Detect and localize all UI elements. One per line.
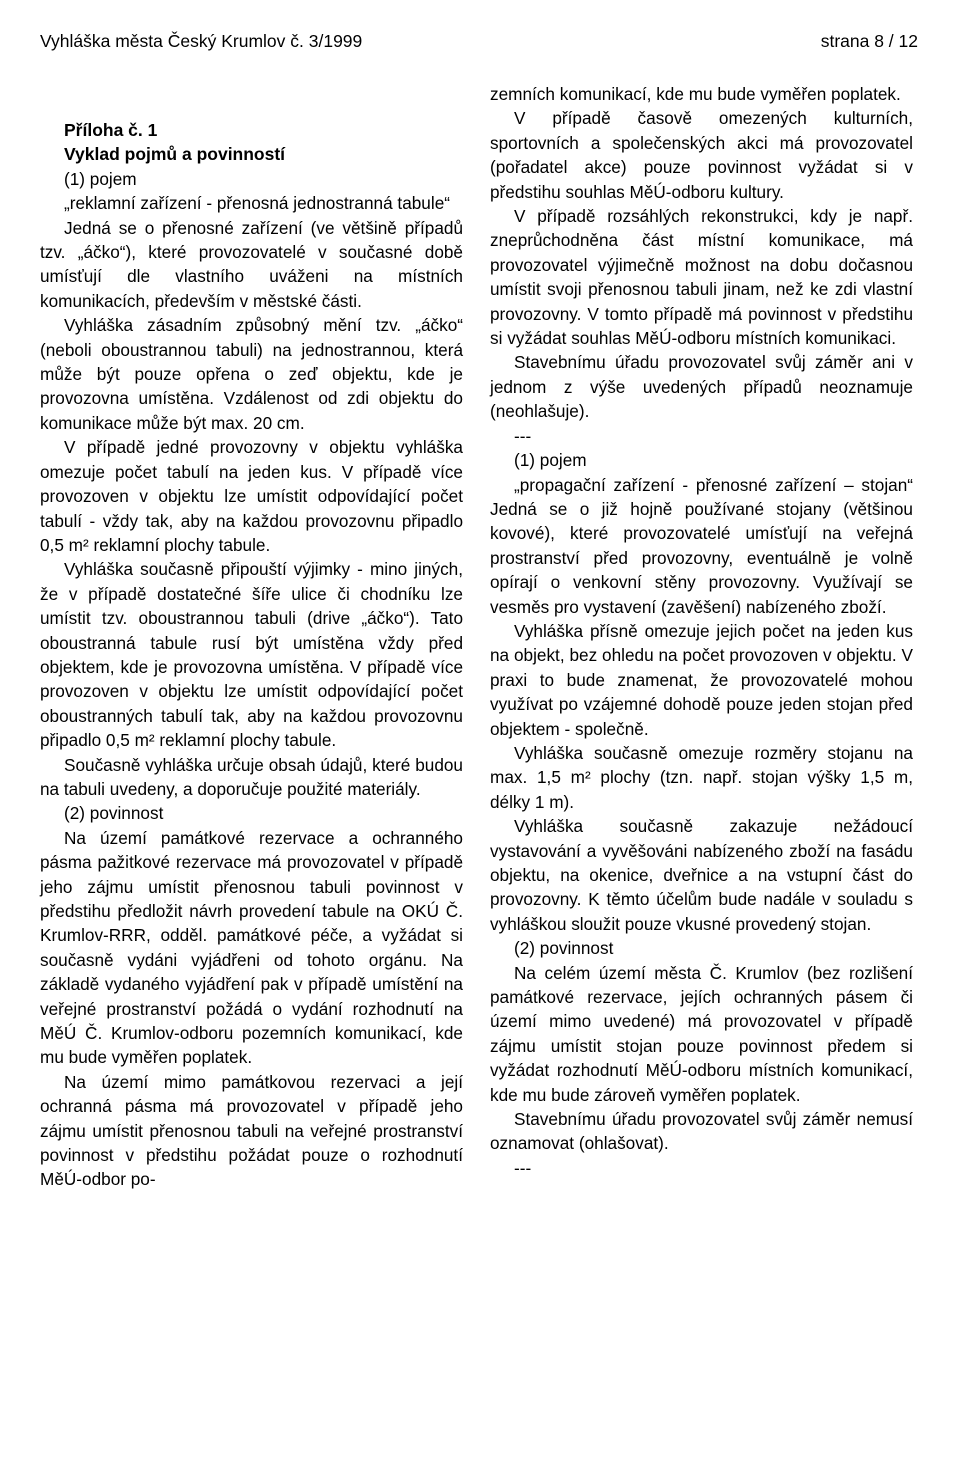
paragraph: Na území mimo památkovou rezervaci a její ochranná pásma má provozovatel v případě jeho zájmu umístit přenosnou tabuli na veřejné prostranství povinnost v předstihu požádat pouze o rozhodnutí MěÚ-odbor po- <box>40 1071 463 1190</box>
annex-title: Příloha č. 1 <box>64 120 158 140</box>
paragraph: Vyhláška současně připouští výjimky - mino jiných, že v případě dostatečné šíře ulice či chodníku lze umístit tzv. oboustrannou tabuli (drive „áčko“). Tato oboustranná tabule rusí být umístěna vždy před objektem, kde je provozovna umístěna. V případě více provozoven v objektu lze umístit odpovídající počet oboustranných tabulí tak, aby na každou provozovnu připadlo 0,5 m² reklamní plochy tabule. <box>40 559 463 751</box>
separator: --- <box>514 425 532 446</box>
right-column <box>490 82 913 1180</box>
left-column <box>40 118 463 1192</box>
paragraph: zemních komunikací, kde mu bude vyměřen poplatek. <box>490 84 901 104</box>
paragraph: (1) pojem <box>514 450 587 471</box>
document-title: Vyhláška města Český Krumlov č. 3/1999 <box>40 31 363 51</box>
paragraph: Na celém území města Č. Krumlov (bez rozlišení památkové rezervace, jejích ochranných pásem či území mimo uvedené) má provozovatel v případě zájmu umístit stojan pouze povinnost předem si vyžádat rozhodnutí MěÚ-odboru místních komunikací, kde mu bude zároveň vyměřen poplatek. <box>490 962 913 1105</box>
paragraph: Vyhláška současně omezuje rozměry stojanu na max. 1,5 m² plochy (tzn. např. stojan výšky 1,5 m, délky 1 m). <box>490 742 913 812</box>
paragraph: V případě jedné provozovny v objektu vyhláška omezuje počet tabulí na jeden kus. V případě více provozoven v objektu lze umístit odpovídající počet tabulí - vždy tak, aby na každou provozovnu připadlo 0,5 m² reklamní plochy tabule. <box>40 437 463 555</box>
paragraph: Vyhláška současně zakazuje nežádoucí vystavování a vyvěšováni nabízeného zboží na fasádu objektu, na okenice, dveřnice a na vstupní část do provozovny. K těmto účelům bude nadále v souladu s vyhláškou sloužit pouze vkusné provedený stojan. <box>490 816 913 934</box>
paragraph: Na území památkové rezervace a ochranného pásma pažitkové rezervace má provozovatel v případě jeho zájmu umístit přenosnou tabuli povinnost v předstihu předložit návrh provedení tabule na OKÚ Č. Krumlov-RRR, odděl. památkové péče, a vyžádat si současně vydáni vyjádřeni od tohoto orgánu. Na základě vydaného vyjádření pak v případě umístění na veřejné prostranství požádá o vydání rozhodnutí na MěÚ Č. Krumlov-odboru pozemních komunikací, kde mu bude vyměřen poplatek. <box>40 827 463 1068</box>
paragraph: „reklamní zařízení - přenosná jednostranná tabule“ <box>64 193 450 214</box>
paragraph: (2) povinnost <box>64 803 164 824</box>
paragraph: Stavebnímu úřadu provozovatel svůj záměr ani v jednom z výše uvedených případů neoznamuje (neohlašuje). <box>490 352 913 422</box>
paragraph: Jedná se o přenosné zařízení (ve většině případů tzv. „áčko“), které provozovatelé v současné době umísťují dle vlastního uváženi na místních komunikacích, především v městské části. <box>40 217 463 311</box>
page-header <box>40 28 920 54</box>
paragraph: Stavebnímu úřadu provozovatel svůj záměr nemusí oznamovat (ohlašovat). <box>490 1109 913 1154</box>
paragraph: Současně vyhláška určuje obsah údajů, které budou na tabuli uvedeny, a doporučuje použité materiály. <box>40 754 463 799</box>
section-title: Vyklad pojmů a povinností <box>64 144 286 165</box>
paragraph: V případě časově omezených kulturních, sportovních a společenských akci má provozovatel (pořadatel akce) pouze povinnost vyžádat si v předstihu souhlas MěÚ-odboru kultury. <box>490 108 913 202</box>
page-number: strana 8 / 12 <box>820 31 918 51</box>
paragraph: V případě rozsáhlých rekonstrukci, kdy je např. zneprůchodněna část místní komunikace, má provozovatel výjimečně možnost na dobu dočasnou umístit svoji přenosnou tabuli jinam, než ke zdi vlastní provozovny. V tomto případě má povinnost v předstihu si vyžádat souhlas MěÚ-odboru místních komunikaci. <box>490 206 913 349</box>
paragraph: (1) pojem <box>64 168 137 189</box>
paragraph: Vyhláška zásadním způsobný mění tzv. „áčko“ (neboli oboustrannou tabuli) na jednostrannou, která může být pouze opřena o zeď objektu, kde je provozovna umístěna. Vzdálenost od zdi objektu do komunikace může být max. 20 cm. <box>40 315 463 433</box>
paragraph: „propagační zařízení - přenosné zařízení – stojan“ Jedná se o již hojně používané stojany (většinou kovové), které provozovatelé umísťují na veřejná prostranství před provozovny, eventuálně je volně opírají o venkovní stěny provozovny. Využívají se vesměs pro vystavení (zavěšení) nabízeného zboží. <box>490 474 913 617</box>
paragraph: (2) povinnost <box>514 938 614 959</box>
separator: --- <box>514 1157 532 1178</box>
paragraph: Vyhláška přísně omezuje jejich počet na jeden kus na objekt, bez ohledu na počet provozoven v objektu. V praxi to bude znamenat, že provozovatelé mohou využívat po vzájemné dohodě pouze jeden stojan před objektem - společně. <box>490 620 913 739</box>
